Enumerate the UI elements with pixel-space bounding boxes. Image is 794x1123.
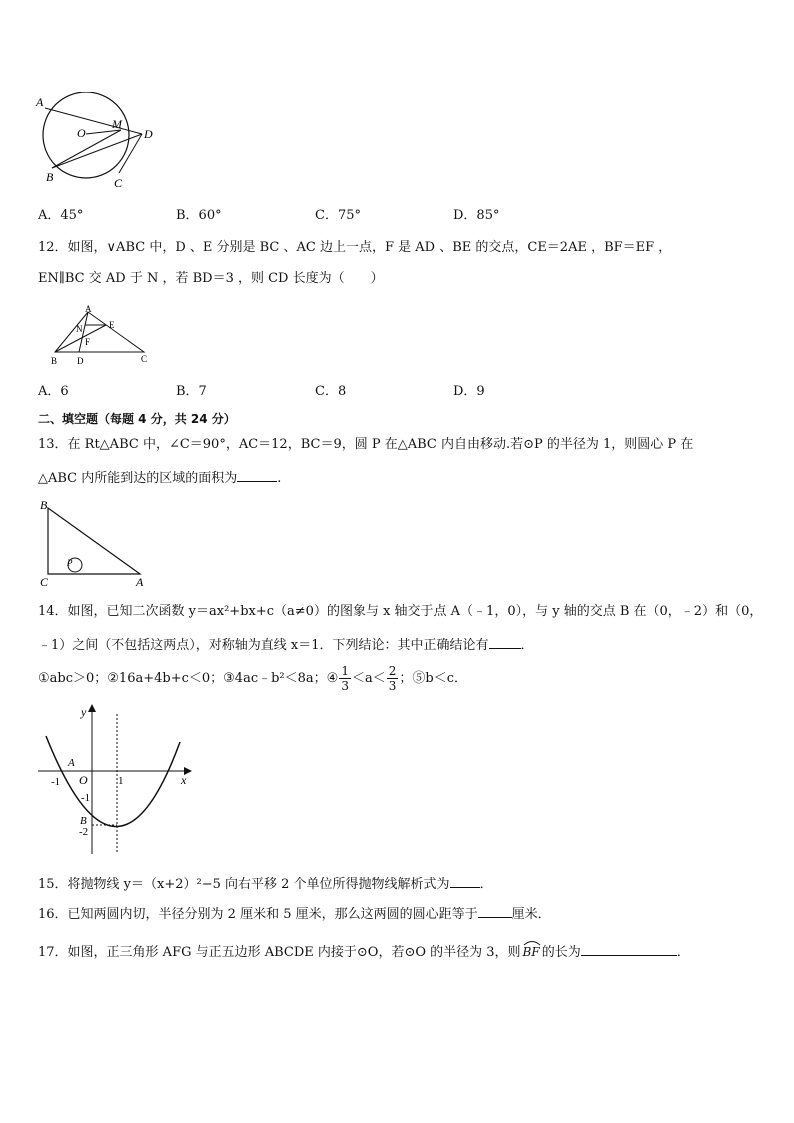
q12-option-a: A．6 (38, 384, 69, 399)
answer-blank (478, 905, 512, 918)
q14-line2-text: ﹣1）之间（不包括这两点），对称轴为直线 x＝1．下列结论：其中正确结论有 (38, 638, 489, 653)
label-A: A (136, 575, 144, 588)
q17-text: 17．如图，正三角形 AFG 与正五边形 ABCDE 内接于⊙O，若⊙O 的半径为 3，则 (38, 945, 521, 960)
answer-blank (237, 469, 277, 482)
label-N: N (76, 324, 83, 334)
q13-line1: 13．在 Rt△ABC 中，∠C＝90°，AC＝12，BC＝9，圆 P 在△ABC 内自由移动.若⊙P 的半径为 1，则圆心 P 在 (38, 437, 694, 452)
arc-bf: BF (523, 944, 540, 960)
q11-option-a: A．45° (38, 208, 84, 223)
label-D: D (144, 127, 153, 141)
answer-blank (450, 875, 480, 888)
q11-option-b: B．60° (176, 208, 222, 223)
q14-line2 (38, 636, 534, 654)
q13-line2-text: △ABC 内所能到达的区域的面积为 (38, 471, 238, 486)
q16-end: 厘米． (511, 907, 551, 922)
q14-conclusions (38, 662, 467, 696)
q16-text: 16．已知两圆内切，半径分别为 2 厘米和 5 厘米，那么这两圆的圆心距等于 (38, 907, 478, 922)
arc-symbol-icon (523, 940, 541, 946)
label-C: C (114, 176, 123, 190)
q12-option-c: C．8 (315, 384, 347, 399)
q14-conc-b: ；⑤b＜c． (399, 671, 467, 686)
q12-option-d: D．9 (453, 384, 485, 399)
figure-q11-circle (30, 92, 160, 197)
label-A: A (85, 304, 92, 314)
label-y: y (81, 705, 87, 719)
label-B: B (51, 356, 58, 366)
q14-line1: 14．如图，已知二次函数 y＝ax²+bx+c（a≠0）的图象与 x 轴交于点 A（﹣1，0），与 y 轴的交点 B 在（0，﹣2）和（0， (38, 604, 763, 619)
answer-blank (489, 636, 521, 649)
figure-q14-parabola (34, 704, 199, 856)
q14-conc-a: ①abc＞0；②16a+4b+c＜0；③4ac﹣b²＜8a；④ (38, 671, 339, 686)
section-title: 二、填空题（每题 4 分，共 24 分） (38, 412, 236, 426)
q17-line (38, 943, 690, 961)
q15-line (38, 875, 493, 893)
q15-text: 15．将抛物线 y＝（x+2）²−5 向右平移 2 个单位所得抛物线解析式为 (38, 877, 450, 892)
label-C: C (40, 575, 49, 588)
answer-blank (581, 943, 677, 956)
q14-conc-mid: ＜a＜ (351, 671, 386, 686)
q13-line2-end: . (277, 471, 282, 486)
label-O: O (77, 126, 86, 140)
label-P: P (67, 558, 73, 568)
label-A: A (36, 95, 44, 109)
q11-option-c: C．75° (315, 208, 361, 223)
fraction-one-third: $\frac{1}{3}$ (341, 664, 349, 693)
tick-x-1: 1 (118, 775, 124, 787)
label-C: C (141, 354, 148, 364)
q12-line1: 12．如图，∨ABC 中，D 、E 分别是 BC 、AC 边上一点，F 是 AD 、BE 的交点，CE＝2AE ，BF＝EF ， (38, 240, 672, 255)
label-E: E (109, 320, 115, 330)
label-D: D (77, 356, 84, 366)
q17-text2: 的长为 (541, 945, 581, 960)
q12-line2: EN∥BC 交 AD 于 N ，若 BD＝3 ，则 CD 长度为（ ） (38, 271, 384, 286)
label-B: B (80, 815, 87, 827)
tick-y-minus1: -1 (81, 792, 91, 804)
label-B: B (40, 498, 48, 512)
figure-q13-right-triangle (36, 498, 146, 588)
label-M: M (112, 117, 122, 131)
q15-end: ． (479, 877, 493, 892)
tick-y-minus2: -2 (79, 826, 89, 838)
q12-option-b: B．7 (176, 384, 207, 399)
q17-end: ． (676, 945, 690, 960)
q14-line2-end: ． (520, 638, 534, 653)
label-A: A (68, 757, 75, 769)
fraction-two-thirds: $\frac{2}{3}$ (388, 664, 397, 693)
label-F: F (85, 337, 91, 347)
parabola-curve (46, 736, 180, 827)
q11-option-d: D．85° (453, 208, 500, 223)
q16-line (38, 905, 551, 923)
label-x: x (181, 773, 187, 787)
q13-line2 (38, 469, 281, 487)
figure-q12-triangle (48, 304, 158, 366)
label-O: O (79, 773, 88, 787)
label-B: B (46, 170, 54, 184)
tick-x-minus1: -1 (51, 776, 61, 788)
